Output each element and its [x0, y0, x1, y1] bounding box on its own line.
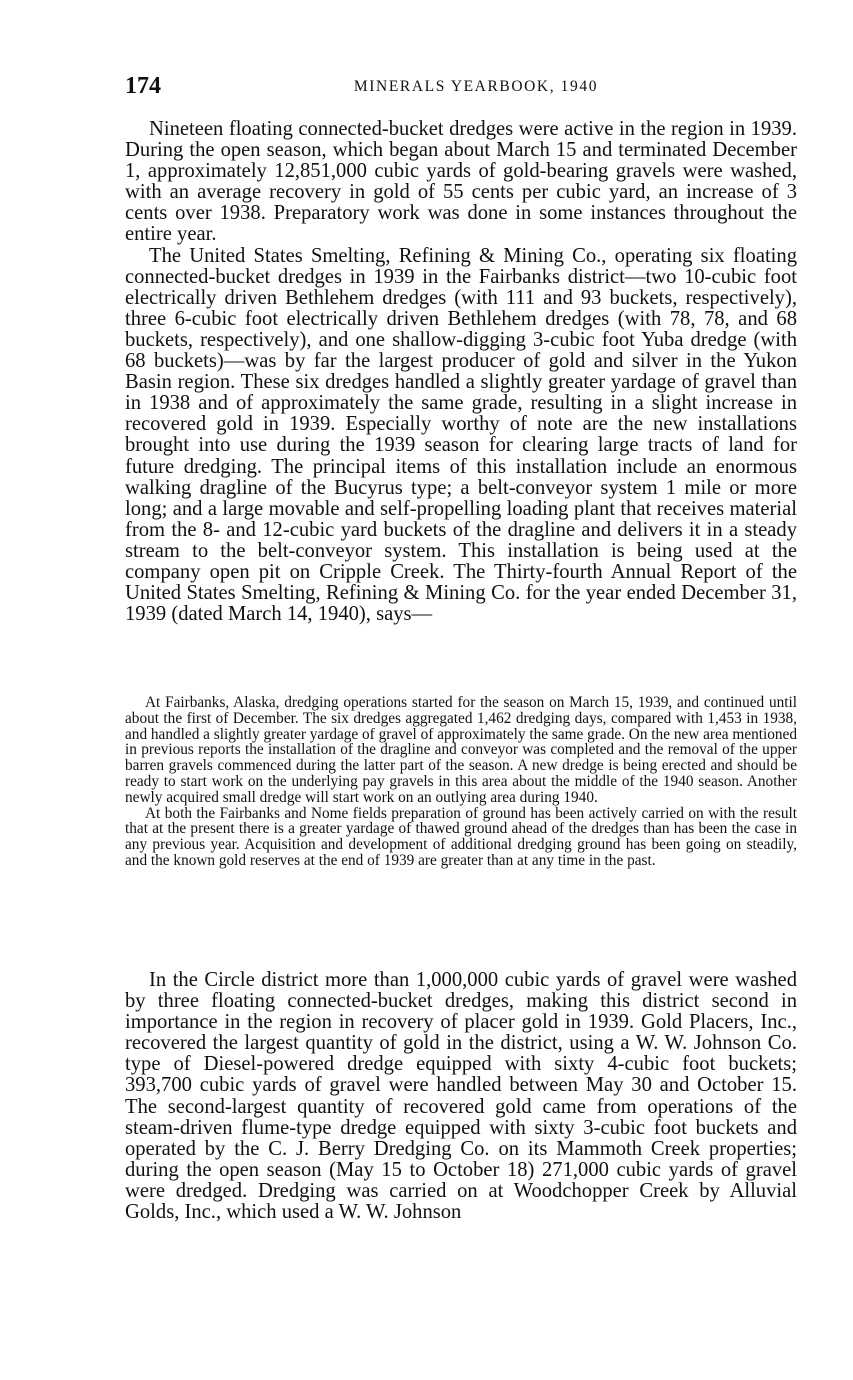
body-text-bottom [125, 970, 797, 1223]
paragraph-circle-district: In the Circle district more than 1,000,000 cubic yards of gravel were washed by three floating connected-bucket dredges, making this district second in importance in the region in recovery of placer gold in 1939. Gold Placers, Inc., recovered the largest quantity of gold in the district, using a W. W. Johnson Co. type of Diesel-powered dredge equipped with sixty 4-cubic foot buckets; 393,700 cubic yards of gravel were handled between May 30 and October 15. The second-largest quantity of recovered gold came from operations of the steam-driven flume-type dredge equipped with sixty 3-cubic foot buckets and operated by the C. J. Berry Dredging Co. on its Mammoth Creek properties; during the open season (May 15 to October 18) 271,000 cubic yards of gravel were dredged. Dredging was carried on at Woodchopper Creek by Alluvial Golds, Inc., which used a W. W. Johnson [125, 969, 797, 1224]
page-header [125, 72, 797, 100]
body-text-top [125, 119, 797, 625]
page-number: 174 [125, 73, 161, 99]
quote-paragraph-nome: At both the Fairbanks and Nome fields preparation of ground has been actively carried on with the result that at the present there is a greater yardage of thawed ground ahead of the dredges than has been the case in any previous year. Acquisition and development of additional dredging ground has been going on steadily, and the known gold reserves at the end of 1939 are greater than at any time in the past. [125, 804, 797, 869]
paragraph-us-smelting: The United States Smelting, Refining & Mining Co., operating six floating connected-bucket dredges in 1939 in the Fairbanks district—two 10-cubic foot electrically driven Bethlehem dredges (with 111 and 93 buckets, respectively), three 6-cubic foot electrically driven Bethlehem dredges (with 78, 78, and 68 buckets, respectively), and one shallow-digging 3-cubic foot Yuba dredge (with 68 buckets)—was by far the largest producer of gold and silver in the Yukon Basin region. These six dredges handled a slightly greater yardage of gravel than in 1938 and of approximately the same grade, resulting in a slight increase in recovered gold in 1939. Especially worthy of note are the new installations brought into use during the 1939 season for clearing large tracts of land for future dredging. The principal items of this installation include an enormous walking dragline of the Bucyrus type; a belt-conveyor system 1 mile or more long; and a large movable and self-propelling loading plant that receives material from the 8- and 12-cubic yard buckets of the dragline and delivers it in a steady stream to the belt-conveyor system. This installation is being used at the company open pit on Cripple Creek. The Thirty-fourth Annual Report of the United States Smelting, Refining & Mining Co. for the year ended December 31, 1939 (dated March 14, 1940), says— [125, 244, 797, 626]
quote-paragraph-fairbanks: At Fairbanks, Alaska, dredging operations started for the season on March 15, 1939, and continued until about the first of December. The six dredges aggregated 1,462 dredging days, compared with 1,453 in 1938, and handled a slightly greater yardage of gravel of approximately the same grade. On the new area mentioned in previous reports the installation of the dragline and conveyor was completed and the removal of the upper barren gravels commenced during the latter part of the season. A new dredge is being erected and should be ready to start work on the underlying pay gravels in this area about the middle of the 1940 season. Another newly acquired small dredge will start work on an outlying area during 1940. [125, 694, 797, 806]
running-title: MINERALS YEARBOOK, 1940 [353, 78, 599, 95]
paragraph-dredges-active: Nineteen floating connected-bucket dredges were active in the region in 1939. During the open season, which began about March 15 and terminated December 1, approximately 12,851,000 cubic yards of gold-bearing gravels were washed, with an average recovery in gold of 55 cents per cubic yard, an increase of 3 cents over 1938. Preparatory work was done in some instances throughout the entire year. [125, 118, 797, 246]
annual-report-quotation [125, 695, 797, 869]
